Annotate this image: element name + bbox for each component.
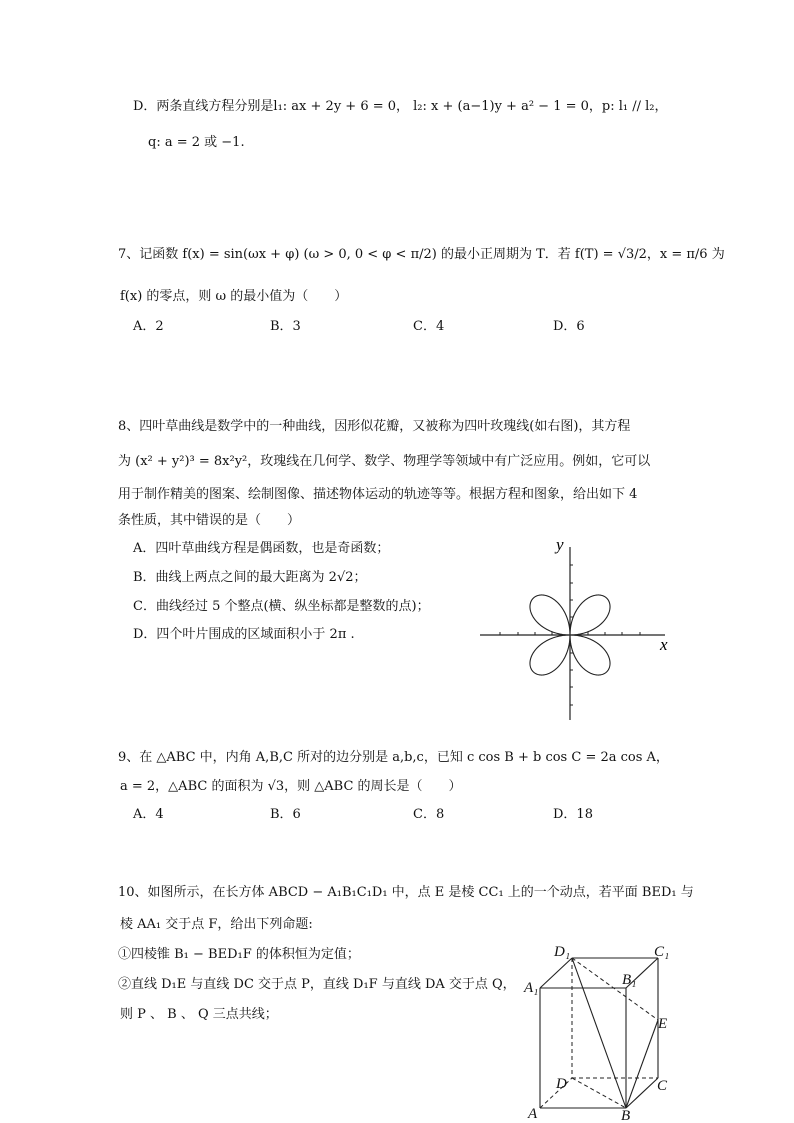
- q9-stem-cont: a = 2，△ABC 的面积为 √3，则 △ABC 的周长是（ ）: [120, 779, 462, 794]
- q10-statement-1: ①四棱锥 B₁ − BED₁F 的体积恒为定值；: [118, 947, 360, 962]
- q7-stem: 7、记函数 f(x) = sin(ωx + φ) (ω > 0, 0 < φ < π/2) 的最小正周期为 T．若 f(T) = √3/2，x = π/6 为: [118, 247, 725, 262]
- q8-stem-1: 8、四叶草曲线是数学中的一种曲线，因形似花瓣，又被称为四叶玫瑰线(如右图)，其方程: [118, 419, 631, 434]
- q9-option-d: D．18: [553, 807, 593, 822]
- q9-option-b: B．6: [270, 807, 301, 822]
- edge-d1b: [572, 958, 626, 1108]
- q10-statement-2: ②直线 D₁E 与直线 DC 交于点 P，直线 D₁F 与直线 DA 交于点 Q，: [118, 977, 516, 992]
- q7-stem-cont: f(x) 的零点，则 ω 的最小值为（ ）: [120, 289, 348, 304]
- q7-option-c: C．4: [413, 319, 445, 334]
- edge-db: [572, 1078, 626, 1108]
- cuboid-figure: [520, 940, 670, 1123]
- q8-stem-3: 用于制作精美的图案、绘制图像、描述物体运动的轨迹等等。根据方程和图象，给出如下 4: [118, 487, 638, 502]
- label-b1: B₁: [622, 972, 637, 988]
- four-leaf-rose-figure: [480, 535, 680, 725]
- q7-option-a: A．2: [133, 319, 164, 334]
- label-d1: D₁: [554, 944, 571, 960]
- edge-a1d1: [540, 958, 572, 988]
- q9-option-a: A．4: [133, 807, 164, 822]
- label-b: B: [621, 1108, 631, 1123]
- q10-stem: 10、如图所示，在长方体 ABCD − A₁B₁C₁D₁ 中，点 E 是棱 CC₁ 上的一个动点，若平面 BED₁ 与: [118, 885, 694, 900]
- q8-stem-2: 为 (x² + y²)³ = 8x²y²，玫瑰线在几何学、数学、物理学等领域中有广泛应用。例如，它可以: [118, 454, 651, 469]
- q8-option-b: B．曲线上两点之间的最大距离为 2√2；: [133, 570, 367, 585]
- edge-be: [626, 1020, 658, 1108]
- q7-option-d: D．6: [553, 319, 585, 334]
- x-axis-label: x: [660, 635, 668, 654]
- q8-option-a: A．四叶草曲线方程是偶函数，也是奇函数；: [133, 541, 390, 556]
- q6-option-d-cont: q: a = 2 或 −1.: [148, 135, 245, 150]
- label-a1: A₁: [524, 980, 539, 996]
- label-d: D: [556, 1076, 567, 1092]
- q9-stem: 9、在 △ABC 中，内角 A,B,C 所对的边分别是 a,b,c，已知 c cos B + b cos C = 2a cos A，: [118, 750, 669, 765]
- q10-stem-cont: 棱 AA₁ 交于点 F，给出下列命题:: [120, 917, 313, 932]
- y-axis-label: y: [556, 535, 564, 554]
- label-c1: C₁: [654, 944, 670, 960]
- q6-option-d: D．两条直线方程分别是l₁: ax + 2y + 6 = 0， l₂: x + (a−1)y + a² − 1 = 0，p: l₁ // l₂，: [133, 99, 668, 114]
- q9-option-c: C．8: [413, 807, 445, 822]
- q7-option-b: B．3: [270, 319, 301, 334]
- q10-statement-2-cont: 则 P 、 B 、 Q 三点共线；: [120, 1007, 278, 1022]
- edge-d1e: [572, 958, 658, 1020]
- q8-stem-4: 条性质，其中错误的是（ ）: [118, 513, 301, 528]
- edge-bc: [626, 1078, 658, 1108]
- q8-option-c: C．曲线经过 5 个整点(横、纵坐标都是整数的点)；: [133, 599, 430, 614]
- label-a: A: [528, 1106, 538, 1122]
- label-e: E: [658, 1016, 668, 1032]
- q8-option-d: D．四个叶片围成的区域面积小于 2π .: [133, 627, 355, 642]
- label-c: C: [657, 1078, 668, 1094]
